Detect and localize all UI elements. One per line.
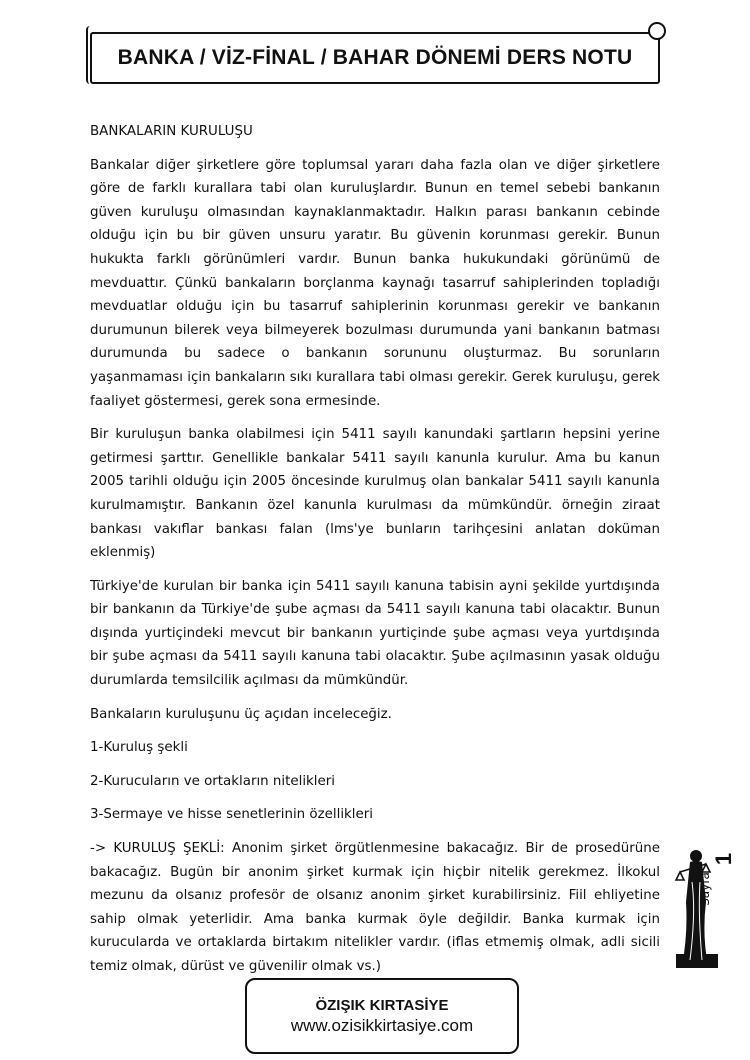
paragraph: Bir kuruluşun banka olabilmesi için 5411 sayılı kanundaki şartların hepsini yerine getirmesi şarttır. Genellikle bankalar 5411 sayılı kanunla kurulur. Ama bu kanun 2005 tarihli olduğu için 2005 öncesinde kurulmuş olan bankalar 5411 sayılı kanunla kurulmamıştır. Bankanın özel kanunla kurulması da mümkündür. örneğin ziraat bankası vakıflar bankası falan (lms'ye bunların tarihçesini anlatan doküman eklenmiş) bbox=[90, 427, 660, 561]
title-banner bbox=[90, 26, 660, 84]
paragraph: Bankaların kuruluşunu üç açıdan inceleceğiz. bbox=[90, 706, 392, 722]
list-item: 2-Kurucuların ve ortakların nitelikleri bbox=[90, 773, 335, 789]
footer-box bbox=[245, 978, 519, 1054]
paragraph: Türkiye'de kurulan bir banka için 5411 sayılı kanuna tabisin ayni şekilde yurtdışında bir bankanın da Türkiye'de şube açması da 5411 sayılı kanuna tabi olacaktır. Bunun dışında yurtiçindeki mevcut bir bankanın yurtiçinde şube açması veya yurtdışında bir şube açması da 5411 sayılı kanuna tabi olacaktır. Şube açılmasının yasak olduğu durumlarda temsilcilik açılması da mümkündür. bbox=[90, 578, 660, 689]
section-heading: BANKALARIN KURULUŞU bbox=[90, 124, 253, 139]
paragraph: Bankalar diğer şirketlere göre toplumsal yararı daha fazla olan ve diğer şirketlere göre de farklı kurallara tabi olan kuruluşlardır. Bunun en temel sebebi bankanın güven kuruluşu olmasından kaynaklanmaktadır. Halkın parası bankanın cebinde olduğu için bu bir güven unsuru yaratır. Bu güvenin korunması gerekir. Bunun hukukta farklı görünümleri vardır. Bunun banka hukukundaki görünümü de mevduattır. Çünkü bankaların borçlanma kaynağı tasarruf sahiplerinden topladığı mevduatlar olduğu için bu tasarruf sahiplerinin korunması gerekir ve bankanın durumunun bilerek veya bilmeyerek bozulması durumunda yani bankanın batması durumunda bu sadece o bankanın sorununu oluşturmaz. Bu sorunların yaşanmaması için bankaların sıkı kurallara tabi olması gerekir. Gerek kuruluşu, gerek faaliyet göstermesi, gerek sona ermesinde. bbox=[90, 157, 660, 409]
list-item: 3-Sermaye ve hisse senetlerinin özellikleri bbox=[90, 807, 373, 823]
footer-website: www.ozisikkirtasiye.com bbox=[290, 1015, 474, 1035]
page-number: 1 bbox=[711, 852, 737, 866]
page-label: Sayfa bbox=[697, 872, 712, 906]
document-body bbox=[90, 120, 660, 989]
paragraph: -> KURULUŞ ŞEKLİ: Anonim şirket örgütlenmesine bakacağız. Bir de prosedürüne bakacağız. Bugün bir anonim şirket kurmak için hiçbir nitelik gerekmez. İlkokul mezunu da olsanız profesör de olsanız anonim şirket kurabilirsiniz. Fiil ehliyetine sahip olmak yeterlidir. Ama banka kurmak öyle değildir. Banka kurmak için kurucularda ve ortaklarda birtakım nitelikler vardır. (iflas etmemiş olmak, adli sicili temiz olmak, dürüst ve güvenilir olmak vs.) bbox=[90, 841, 660, 974]
footer-company-name: ÖZIŞIK KIRTASİYE bbox=[315, 996, 449, 1014]
title-box bbox=[90, 32, 660, 84]
page-title: BANKA / VİZ-FİNAL / BAHAR DÖNEMİ DERS NOTU bbox=[117, 46, 633, 69]
list-item: 1-Kuruluş şekli bbox=[90, 740, 188, 756]
scroll-curl-right bbox=[648, 22, 666, 40]
